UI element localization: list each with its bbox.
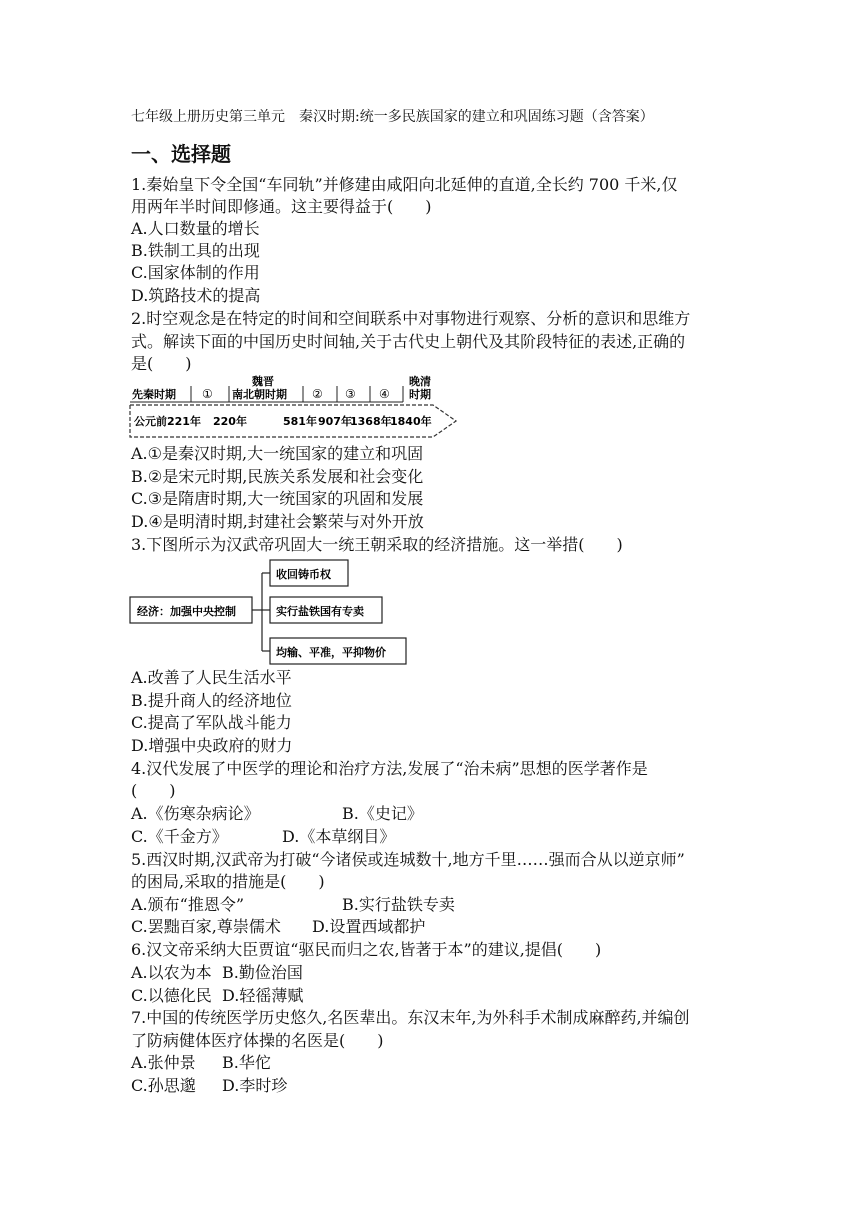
q1-stem-line1: 1.秦始皇下令全国“车同轨”并修建由咸阳向北延伸的直道,全长约 700 千米,仅 <box>131 175 678 194</box>
q7-option-b: B.华佗 <box>222 1053 271 1072</box>
q5-stem-line2: 的困局,采取的措施是( ) <box>131 872 325 891</box>
diagram-branch-prices: 均输、平准，平抑物价 <box>276 646 386 659</box>
q3-option-a: A.改善了人民生活水平 <box>131 668 292 687</box>
timeline-date-581: 581年 <box>283 415 317 428</box>
q4-option-a: A.《伤寒杂病论》 <box>131 804 260 823</box>
q6-option-b: B.勤俭治国 <box>222 963 303 982</box>
timeline-period-2: ② <box>312 387 323 401</box>
q1-stem-line2: 用两年半时间即修通。这主要得益于( ) <box>131 197 432 216</box>
timeline-period-4: ④ <box>379 387 390 401</box>
q4-stem-line1: 4.汉代发展了中医学的理论和治疗方法,发展了“治未病”思想的医学著作是 <box>131 759 648 778</box>
q5-stem-line1: 5.西汉时期,汉武帝为打破“今诸侯或连城数十,地方千里……强而合从以逆京师” <box>131 850 685 869</box>
q4-option-b: B.《史记》 <box>342 804 423 823</box>
q6-option-a: A.以农为本 <box>131 963 212 982</box>
economic-measures-diagram <box>128 557 413 667</box>
q5-option-a: A.颁布“推恩令” <box>131 895 245 914</box>
q2-stem-line2: 式。解读下面的中国历史时间轴,关于古代史上朝代及其阶段特征的表述,正确的 <box>131 332 686 351</box>
q7-stem-line2: 了防病健体医疗体操的名医是( ) <box>131 1031 384 1050</box>
diagram-root-box: 经济：加强中央控制 <box>137 605 236 618</box>
q6-option-c: C.以德化民 <box>131 986 212 1005</box>
timeline-date-220: 220年 <box>213 415 247 428</box>
q5-option-c: C.罢黜百家,尊崇儒术 <box>131 917 281 936</box>
q1-option-d: D.筑路技术的提高 <box>131 286 261 305</box>
q5-option-d: D.设置西域都护 <box>312 917 426 936</box>
timeline-period-3: ③ <box>345 387 356 401</box>
q1-option-a: A.人口数量的增长 <box>131 219 260 238</box>
q7-stem-line1: 7.中国的传统医学历史悠久,名医辈出。东汉末年,为外科手术制成麻醉药,并编创 <box>131 1008 690 1027</box>
timeline-date-907: 907年 <box>318 415 352 428</box>
q5-option-b: B.实行盐铁专卖 <box>342 895 455 914</box>
diagram-branch-salt-iron: 实行盐铁国有专卖 <box>276 605 364 618</box>
timeline-period-1: ① <box>202 387 213 401</box>
timeline-date-1368: 1368年 <box>350 415 392 428</box>
q3-option-b: B.提升商人的经济地位 <box>131 691 292 710</box>
q1-option-c: C.国家体制的作用 <box>131 263 260 282</box>
document-title: 七年级上册历史第三单元 秦汉时期:统一多民族国家的建立和巩固练习题（含答案） <box>131 109 654 125</box>
timeline-period-late-2: 时期 <box>409 388 431 401</box>
q3-stem-line1: 3.下图所示为汉武帝巩固大一统王朝采取的经济措施。这一举措( ) <box>131 535 623 554</box>
q2-stem-line1: 2.时空观念是在特定的时间和空间联系中对事物进行观察、分析的意识和思维方 <box>131 309 691 328</box>
q1-option-b: B.铁制工具的出现 <box>131 241 260 260</box>
q4-stem-line2: ( ) <box>131 781 176 800</box>
history-timeline <box>128 372 463 442</box>
timeline-period-pre-qin: 先秦时期 <box>132 388 176 401</box>
q7-option-d: D.李时珍 <box>222 1076 288 1095</box>
q2-option-c: C.③是隋唐时期,大一统国家的巩固和发展 <box>131 489 424 508</box>
timeline-date-1840: 1840年 <box>390 415 432 428</box>
timeline-period-weijin-2: 南北朝时期 <box>232 388 287 401</box>
section-heading: 一、选择题 <box>131 142 231 166</box>
timeline-date-221bc: 公元前221年 <box>134 415 201 428</box>
q4-option-d: D.《本草纲目》 <box>282 827 396 846</box>
timeline-period-weijin-1: 魏晋 <box>252 375 274 388</box>
q3-option-d: D.增强中央政府的财力 <box>131 736 293 755</box>
q4-option-c: C.《千金方》 <box>131 827 228 846</box>
q2-option-b: B.②是宋元时期,民族关系发展和社会变化 <box>131 467 424 486</box>
q2-option-d: D.④是明清时期,封建社会繁荣与对外开放 <box>131 512 424 531</box>
diagram-branch-coinage: 收回铸币权 <box>276 568 331 581</box>
q3-option-c: C.提高了军队战斗能力 <box>131 713 292 732</box>
q6-option-d: D.轻徭薄赋 <box>222 986 304 1005</box>
q7-option-a: A.张仲景 <box>131 1053 196 1072</box>
q7-option-c: C.孙思邈 <box>131 1076 196 1095</box>
q2-stem-line3: 是( ) <box>131 354 192 373</box>
q6-stem-line1: 6.汉文帝采纳大臣贾谊“驱民而归之农,皆著于本”的建议,提倡( ) <box>131 940 602 959</box>
timeline-period-late-1: 晚清 <box>409 375 431 388</box>
q2-option-a: A.①是秦汉时期,大一统国家的建立和巩固 <box>131 444 424 463</box>
